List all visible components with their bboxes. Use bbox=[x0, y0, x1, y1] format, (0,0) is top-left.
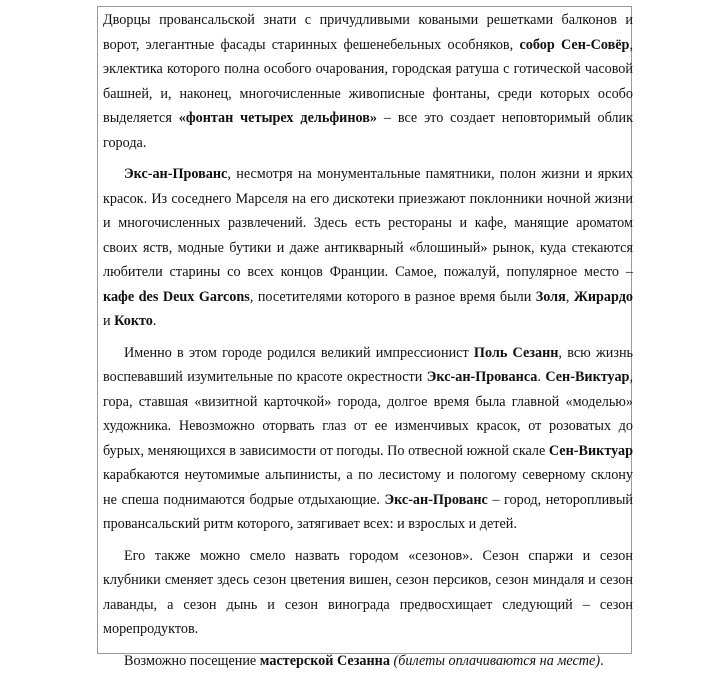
text-run: . bbox=[152, 313, 157, 329]
text-run: Дворцы провансальской знати с причудливыми коваными решетками балконов и ворот, элегантные фасады старинных фешенебельных особняков, bbox=[103, 12, 633, 53]
bold-text: Жирардо bbox=[573, 288, 634, 305]
bold-text: Поль Сезанн bbox=[473, 344, 559, 361]
text-run: , несмотря на монументальные памятники, полон жизни и ярких красок. Из соседнего Марселя на его дискотеки приезжают поклонники ночной жизни и многочисленных развлечений. Здесь есть рестораны и кафе, манящие ароматом своих яств, модные бутики и даже антикварный «блошиный» рынок, куда стекаются любители старины со всех концов Франции. Самое, пожалуй, популярное место – bbox=[103, 166, 633, 280]
bold-text: собор Сен-Совёр bbox=[519, 36, 630, 53]
paragraph bbox=[103, 162, 633, 334]
bold-text: Экс-ан-Прованс bbox=[124, 166, 228, 182]
paragraph bbox=[103, 544, 633, 642]
paragraph bbox=[103, 341, 633, 537]
bold-text: Кокто bbox=[114, 313, 153, 329]
bold-text: «фонтан четырех дельфинов» bbox=[178, 110, 377, 126]
text-run: и bbox=[103, 313, 115, 329]
text-run: Возможно посещение bbox=[124, 652, 260, 669]
bold-text: Экс-ан-Прованса bbox=[426, 369, 538, 385]
text-run: , всю жизнь воспевавший изумительные по красоте окрестности bbox=[103, 344, 634, 385]
document-body bbox=[103, 8, 633, 680]
bold-text: Сен-Виктуар bbox=[545, 369, 630, 385]
italic-text: (билеты оплачиваются на месте) bbox=[393, 652, 601, 669]
bold-text: кафе des Deux Garcons bbox=[103, 288, 250, 305]
bold-text: Экс-ан-Прованс bbox=[384, 491, 488, 508]
text-run: , эклектика которого полна особого очарования, городская ратуша с готической часовой башней, и, наконец, многочисленные живописные фонтаны, среди которых особо выделяется bbox=[103, 36, 633, 126]
text-run: , гора, ставшая «визитной карточкой» города, долгое время была главной «моделью» художника. Невозможно оторвать глаз от ее изменчивых красок, от розоватых до бурых, меняющихся в зависимости от погоды. По отвесной южной скале bbox=[103, 369, 633, 459]
text-run: – город, неторопливый провансальский ритм которого, затягивает всех: и взрослых и детей. bbox=[103, 491, 633, 532]
bold-text: мастерской Сезанна bbox=[259, 652, 390, 669]
text-run: Его также можно смело назвать городом «сезонов». Сезон спаржи и сезон клубники сменяет здесь сезон цветения вишен, сезон персиков, сезон миндаля и сезон лаванды, а сезон дынь и сезон винограда предвосхищает следующий – сезон морепродуктов. bbox=[103, 547, 633, 637]
text-run: , посетителями которого в разное время были bbox=[249, 288, 536, 305]
text-run: . bbox=[537, 369, 546, 385]
bold-text: Золя bbox=[535, 288, 566, 305]
text-run: . bbox=[600, 652, 604, 669]
text-run: Именно в этом городе родился великий импрессионист bbox=[124, 344, 474, 361]
text-run: , bbox=[565, 288, 574, 305]
paragraph bbox=[103, 649, 633, 674]
text-run: карабкаются неутомимые альпинисты, а по лесистому и пологому северному склону не спеша поднимаются бодрые отдыхающие. bbox=[103, 467, 633, 508]
text-run: – все это создает неповторимый облик города. bbox=[103, 110, 633, 151]
paragraph bbox=[103, 8, 633, 155]
bold-text: Сен-Виктуар bbox=[548, 442, 633, 459]
